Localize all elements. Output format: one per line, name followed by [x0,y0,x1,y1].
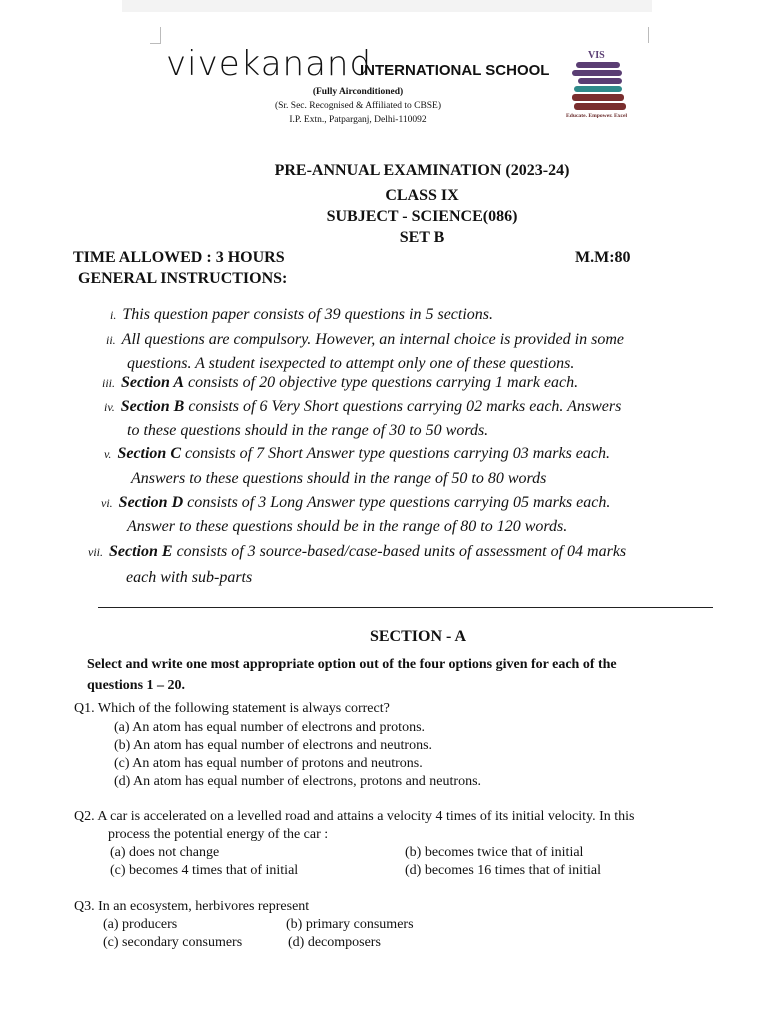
instruction-item [88,543,626,561]
q3-option-a: (a) producers [103,917,178,932]
q1-option-d: (d) An atom has equal number of electrons, protons and neutrons. [114,774,482,789]
instruction-continuation [127,518,567,536]
q1-option-a: (a) An atom has equal number of electrons and protons. [114,720,426,735]
question-3: Q3. In an ecosystem, herbivores represent [74,899,310,914]
q1-option-c: (c) An atom has equal number of protons and neutrons. [114,756,423,771]
instruction-number: ii. [106,333,116,347]
header-line-3: I.P. Extn., Patparganj, Delhi-110092 [289,115,427,125]
time-allowed: TIME ALLOWED : 3 HOURS [73,249,285,266]
instruction-text: each with sub-parts [126,569,253,586]
instruction-text: to these questions should in the range of 30 to 50 words. [127,422,489,439]
section-label: Section A [121,374,184,391]
instruction-continuation [127,355,574,373]
instruction-text: Answer to these questions should be in the range of 80 to 120 words. [127,518,568,535]
select-instruction-cont: questions 1 – 20. [87,678,186,693]
page-top-strip [122,0,652,12]
instruction-item [106,331,624,349]
instruction-text: questions. A student isexpected to attempt only one of these questions. [127,355,575,372]
instruction-text: consists of 20 objective type questions carrying 1 mark each. [183,374,579,391]
q3-option-d: (d) decomposers [288,935,381,950]
section-label: Section D [118,494,184,511]
logo-tagline: Educate. Empower. Excel [566,113,628,119]
q3-option-c: (c) secondary consumers [103,935,243,950]
question-2-cont: process the potential energy of the car : [108,827,329,842]
instruction-number: v. [104,447,112,461]
question-1: Q1. Which of the following statement is always correct? [74,701,390,716]
instruction-continuation [131,470,546,488]
divider [98,607,713,608]
exam-title: PRE-ANNUAL EXAMINATION (2023-24) [274,162,570,179]
section-label: Section C [117,445,181,462]
q1-option-b: (b) An atom has equal number of electrons and neutrons. [114,738,433,753]
section-label: Section B [120,398,185,415]
instruction-item [102,374,578,392]
max-marks: M.M:80 [575,249,631,266]
instruction-text: This question paper consists of 39 questions in 5 sections. [122,306,494,323]
instruction-item [104,445,610,463]
instruction-item [104,398,621,416]
instruction-item [101,494,610,512]
q2-option-d: (d) becomes 16 times that of initial [405,863,601,878]
logo-text: VIS [588,50,605,61]
instruction-continuation [126,569,252,587]
instruction-text: consists of 7 Short Answer type questions carrying 03 marks each. [181,445,611,462]
crop-mark-left [150,27,161,44]
q2-option-b: (b) becomes twice that of initial [405,845,584,860]
instruction-text: All questions are compulsory. However, an internal choice is provided in some [121,331,624,348]
instruction-text: consists of 3 source-based/case-based units of assessment of 04 marks [172,543,627,560]
instruction-number: vii. [88,545,103,559]
instruction-number: i. [110,308,117,322]
instruction-number: iii. [102,376,116,390]
school-name-rest: INTERNATIONAL SCHOOL [360,62,550,79]
q2-option-c: (c) becomes 4 times that of initial [110,863,299,878]
q2-option-a: (a) does not change [110,845,220,860]
select-instruction: Select and write one most appropriate option out of the four options given for each of the [87,657,617,672]
question-2: Q2. A car is accelerated on a levelled road and attains a velocity 4 times of its initial velocity. In this [74,809,635,824]
instruction-text: Answers to these questions should in the range of 50 to 80 words [131,470,547,487]
header-line-2: (Sr. Sec. Recognised & Affiliated to CBSE) [274,101,442,111]
section-a-heading: SECTION - A [369,628,467,645]
section-label: Section E [109,543,173,560]
instruction-item [110,306,493,324]
instruction-text: consists of 3 Long Answer type questions carrying 05 marks each. [183,494,611,511]
q3-option-b: (b) primary consumers [286,917,414,932]
general-instructions-heading: GENERAL INSTRUCTIONS: [78,270,288,287]
school-name-script: vivekanand [166,44,373,84]
set-title: SET B [399,229,445,246]
instruction-number: iv. [104,400,115,414]
subject-title: SUBJECT - SCIENCE(086) [326,208,518,225]
header-line-1: (Fully Airconditioned) [312,87,404,97]
instruction-continuation [127,422,488,440]
instruction-text: consists of 6 Very Short questions carrying 02 marks each. Answers [184,398,622,415]
class-title: CLASS IX [385,187,459,204]
instruction-number: vi. [101,496,113,510]
crop-mark-right [648,27,659,43]
school-logo [566,50,640,124]
